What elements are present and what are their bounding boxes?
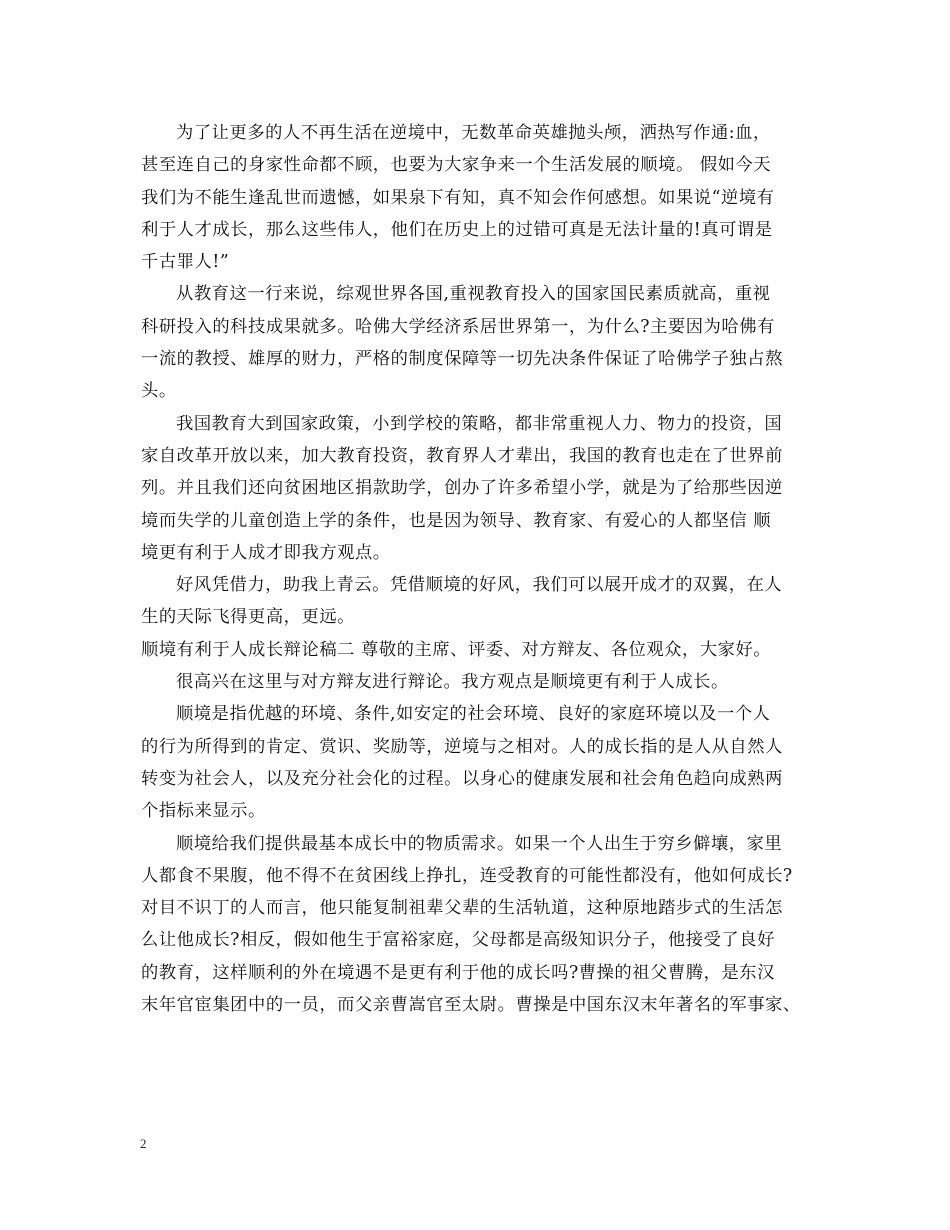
text-line: 我国教育大到国家政策，小到学校的策略，都非常重视人力、物力的投资，国 [176, 413, 783, 434]
document-body [141, 117, 821, 1021]
text-line: 甚至连自己的身家性命都不顾，也要为大家争来一个生活发展的顺境。 假如今天 [141, 155, 772, 176]
text-line: 境更有利于人成才即我方观点。 [141, 542, 391, 563]
text-line: 的行为所得到的肯定、赏识、奖励等，逆境与之相对。人的成长指的是人从自然人 [141, 736, 783, 757]
text-line: 么让他成长?相反，假如他生于富裕家庭，父母都是高级知识分子，他接受了良好 [141, 930, 775, 951]
text-line: 人都食不果腹，他不得不在贫困线上挣扎，连受教育的可能性都没有，他如何成长? [141, 865, 793, 886]
text-line: 很高兴在这里与对方辩友进行辩论。我方观点是顺境更有利于人成长。 [176, 672, 729, 693]
text-line: 千古罪人!” [141, 252, 230, 273]
text-line: 科研投入的科技成果就多。哈佛大学经济系居世界第一，为什么?主要因为哈佛有 [141, 316, 775, 337]
text-line: 转变为社会人，以及充分社会化的过程。以身心的健康发展和社会角色趋向成熟两 [141, 768, 783, 789]
text-line: 对目不识丁的人而言，他只能复制祖辈父辈的生活轨道，这种原地踏步式的生活怎 [141, 898, 783, 919]
text-line: 列。并且我们还向贫困地区捐款助学，创办了许多希望小学，就是为了给那些因逆 [141, 478, 783, 499]
text-line: 个指标来显示。 [141, 801, 266, 822]
text-line: 生的天际飞得更高，更远。 [141, 607, 355, 628]
text-line: 头。 [141, 381, 177, 402]
text-line: 家自改革开放以来，加大教育投资，教育界人才辈出，我国的教育也走在了世界前 [141, 445, 783, 466]
section-heading-line: 顺境有利于人成长辩论稿二 尊敬的主席、评委、对方辩友、各位观众，大家好。 [141, 639, 772, 660]
text-line: 我们为不能生逢乱世而遗憾，如果泉下有知，真不知会作何感想。如果说“逆境有 [141, 187, 775, 208]
text-line: 顺境是指优越的环境、条件,如安定的社会环境、良好的家庭环境以及一个人 [176, 704, 771, 725]
text-line: 境而失学的儿童创造上学的条件，也是因为领导、教育家、有爱心的人都坚信 顺 [141, 510, 772, 531]
text-line: 一流的教授、雄厚的财力，严格的制度保障等一切先决条件保证了哈佛学子独占熬 [141, 349, 783, 370]
text-line: 从教育这一行来说，综观世界各国,重视教育投入的国家国民素质就高，重视 [176, 284, 771, 305]
text-line: 为了让更多的人不再生活在逆境中，无数革命英雄抛头颅，洒热写作通:血， [176, 123, 771, 143]
text-line: 好风凭借力，助我上青云。凭借顺境的好风，我们可以展开成才的双翼，在人 [176, 575, 783, 596]
text-line: 的教育，这样顺利的外在境遇不是更有利于他的成长吗?曹操的祖父曹腾，是东汉 [141, 962, 775, 983]
text-line: 顺境给我们提供最基本成长中的物质需求。如果一个人出生于穷乡僻壤，家里 [176, 833, 783, 854]
text-line: 末年官宦集团中的一员，而父亲曹嵩官至太尉。曹操是中国东汉末年著名的军事家、 [141, 995, 801, 1016]
text-line: 利于人才成长，那么这些伟人，他们在历史上的过错可真是无法计量的!真可谓是 [141, 219, 773, 240]
page-number: 2 [140, 1136, 147, 1151]
